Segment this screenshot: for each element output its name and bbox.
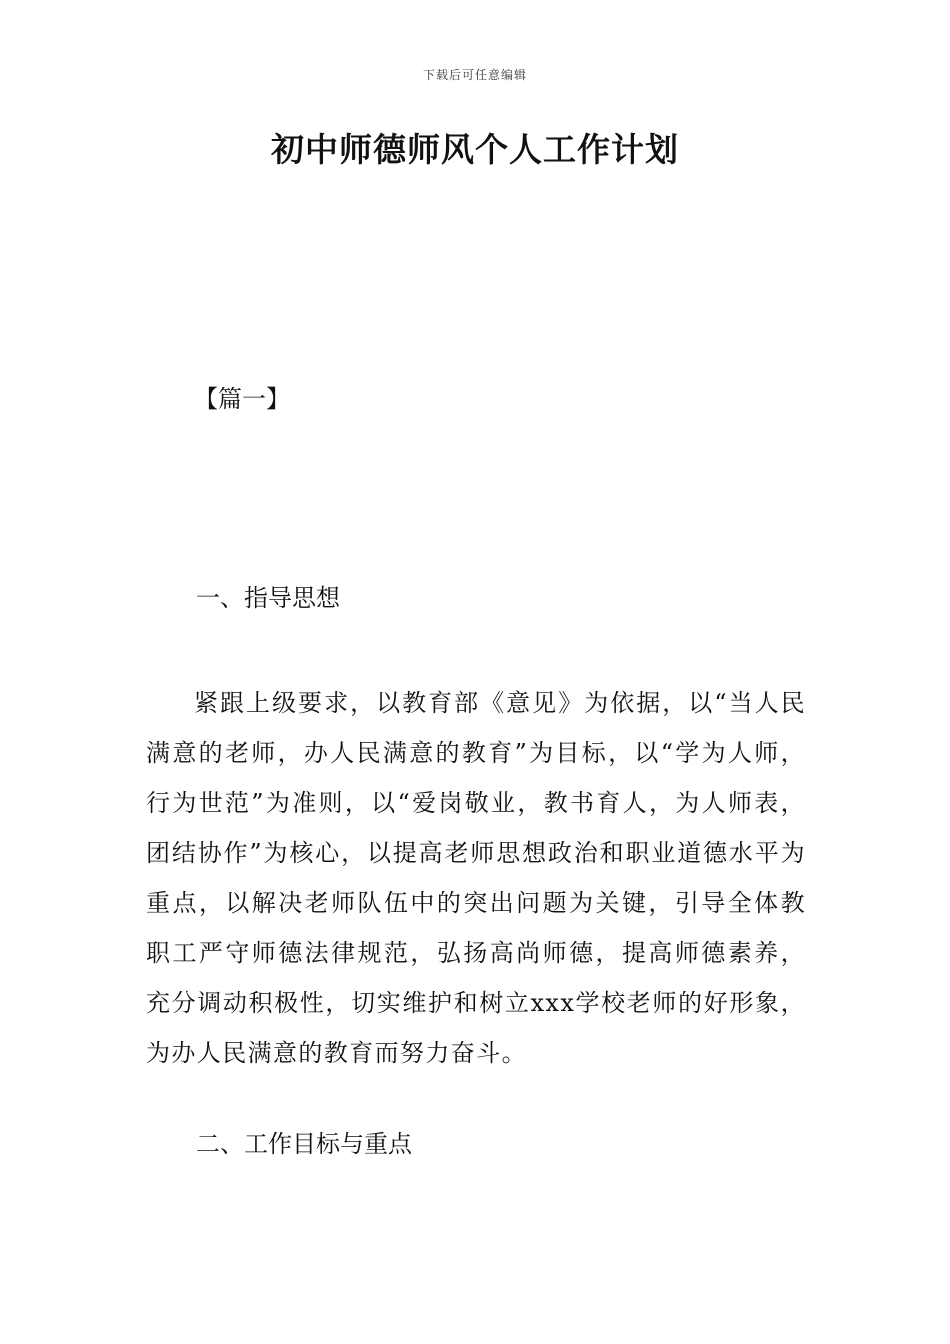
section-heading-goals-and-focus: 二、工作目标与重点 [196, 1130, 412, 1158]
body-paragraph: 紧跟上级要求，以教育部《意见》为依据，以“当人民满意的老师，办人民满意的教育”为目标，以“学为人师，行为世范”为准则，以“爱岗敬业，教书育人，为人师表，团结协作”为核心，以提高老师思想政治和职业道德水平为重点，以解决老师队伍中的突出问题为关键，引导全体教职工严守师德法律规范，弘扬高尚师德，提高师德素养，充分调动积极性，切实维护和树立xxx学校老师的好形象，为办人民满意的教育而努力奋斗。 [146, 689, 806, 1067]
document-title: 初中师德师风个人工作计划 [271, 130, 679, 169]
header-note: 下载后可任意编辑 [422, 68, 527, 82]
section-tag: 【篇一】 [194, 385, 290, 413]
section-heading-guiding-ideology: 一、指导思想 [196, 584, 340, 612]
